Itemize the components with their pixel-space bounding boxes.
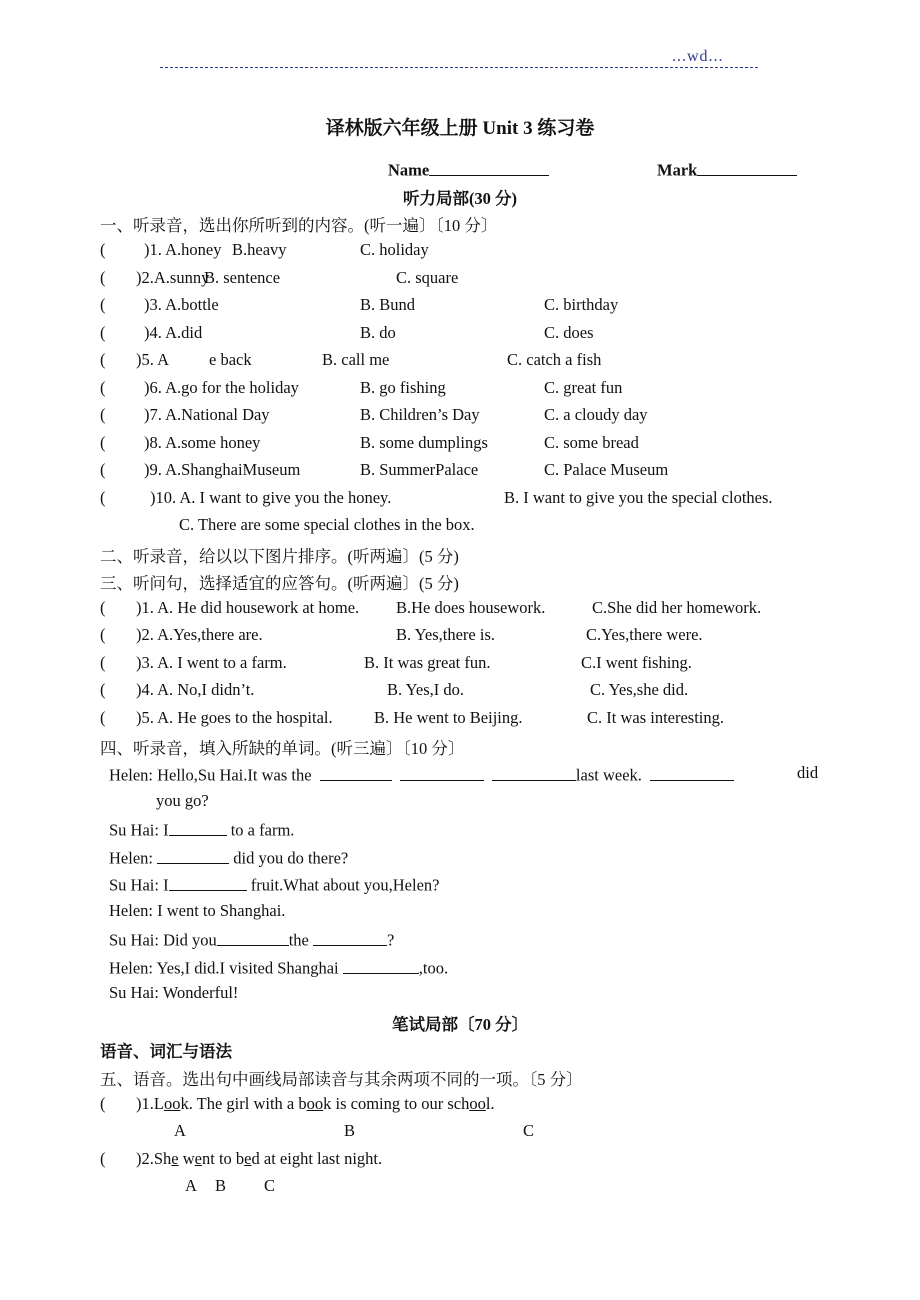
option-a: )3. A. I went to a farm. [136,653,287,672]
mark-blank[interactable] [697,158,797,176]
choice-a: A [174,1121,186,1140]
option-b: B.heavy [232,240,287,259]
dialogue-line-2 [109,818,294,841]
option-a: )3. A.bottle [144,295,219,314]
option-b: B.He does housework. [396,598,546,617]
answer-blank[interactable] [313,928,387,946]
option-a-rest: e back [209,350,252,369]
option-a: )8. A.some honey [144,433,261,452]
answer-blank[interactable] [157,846,229,864]
dialogue-text: to a farm. [230,820,295,840]
option-b: B. He went to Beijing. [374,708,523,727]
option-b: B. Children’s Day [360,405,480,424]
section2-title: 二、听录音，给以以下图片排序。(听两遍〕(5 分) [100,547,459,566]
option-c: C. Yes,she did. [590,680,689,699]
dialogue-line-5: Helen: I went to Shanghai. [109,901,286,920]
dialogue-line-6 [109,928,394,951]
answer-paren[interactable]: ( [100,240,106,259]
option-a: )1. A. He did housework at home. [136,598,360,617]
answer-blank[interactable] [400,763,484,781]
dialogue-text: Su Hai: I [109,820,169,840]
dialogue-line-8: Su Hai: Wonderful! [109,983,239,1002]
dialogue-line-3 [109,846,348,869]
option-b: B. Yes,there is. [396,625,496,644]
dialogue-text: Helen: [109,848,153,868]
q2-sentence: )2.She went to bed at eight last night. [136,1149,383,1168]
dialogue-text: Su Hai: Did you [109,930,217,950]
option-a: )5. A. He goes to the hospital. [136,708,333,727]
option-b: B. call me [322,350,390,369]
dialogue-line-7 [109,956,448,979]
option-c: C. birthday [544,295,619,314]
option-c: C. Palace Museum [544,460,669,479]
option-b: B. SummerPalace [360,460,479,479]
choice-b: B [344,1121,356,1140]
option-a: )10. A. I want to give you the honey. [150,488,392,507]
choice-c: C [523,1121,535,1140]
answer-paren[interactable]: ( [100,1094,106,1113]
answer-paren[interactable]: ( [100,653,106,672]
section5-group-title: 语音、词汇与语法 [100,1042,232,1061]
option-a: )2. A.Yes,there are. [136,625,263,644]
answer-blank[interactable] [169,818,227,836]
answer-blank[interactable] [217,928,289,946]
answer-paren[interactable]: ( [100,323,106,342]
option-b: B. Yes,I do. [387,680,465,699]
option-b: B. Bund [360,295,416,314]
header-mark: ...wd... [672,48,724,65]
choice-a: A [185,1176,197,1195]
choice-b: B [215,1176,227,1195]
dialogue-text: Helen: Yes,I did.I visited Shanghai [109,958,339,978]
option-b: B. sentence [204,268,281,287]
option-c: C. a cloudy day [544,405,648,424]
dialogue-text: Su Hai: I [109,875,169,895]
section5-title: 五、语音。选出句中画线局部读音与其余两项不同的一项。〔5 分〕 [100,1070,583,1089]
answer-paren[interactable]: ( [100,625,106,644]
option-a: )7. A.National Day [144,405,270,424]
answer-blank[interactable] [320,763,392,781]
q1-sentence: )1.Look. The girl with a book is coming to our school. [136,1094,495,1113]
option-c: C. It was interesting. [587,708,725,727]
dialogue-text: did you do there? [233,848,349,868]
option-a: )9. A.ShanghaiMuseum [144,460,301,479]
answer-paren[interactable]: ( [100,350,106,369]
option-a: )6. A.go for the holiday [144,378,299,397]
option-c: C. square [396,268,459,287]
mark-label: Mark [657,160,698,180]
dialogue-text: last week. [575,765,642,785]
answer-paren[interactable]: ( [100,488,106,507]
section1-title: 一、听录音，选出你所听到的内容。(听一遍〕〔10 分〕 [100,216,498,235]
answer-paren[interactable]: ( [100,1149,106,1168]
answer-paren[interactable]: ( [100,460,106,479]
option-c: C. catch a fish [507,350,602,369]
option-b: B. I want to give you the special clothes. [504,488,773,507]
option-c: C.I went fishing. [581,653,692,672]
option-c: C. does [544,323,594,342]
answer-paren[interactable]: ( [100,405,106,424]
dialogue-text: you go? [156,791,209,810]
option-c: C. some bread [544,433,639,452]
name-label: Name [388,160,430,180]
answer-blank[interactable] [169,873,247,891]
page-title: 译林版六年级上册 Unit 3 练习卷 [325,118,595,139]
option-b: B. go fishing [360,378,446,397]
answer-paren[interactable]: ( [100,680,106,699]
mark-field [657,158,797,181]
answer-blank[interactable] [343,956,419,974]
name-blank[interactable] [429,158,549,176]
option-b: B. some dumplings [360,433,488,452]
option-b: B. do [360,323,396,342]
option-c: C.Yes,there were. [586,625,703,644]
answer-blank[interactable] [650,763,734,781]
choice-c: C [264,1176,276,1195]
section3-title: 三、听问句，选择适宜的应答句。(听两遍〕(5 分) [100,574,459,593]
option-a: )2.A.sunny [136,268,210,287]
dialogue-line-4 [109,873,440,896]
dialogue-line-1 [109,763,734,786]
option-c: C. great fun [544,378,623,397]
option-c: C.She did her homework. [592,598,762,617]
answer-blank[interactable] [492,763,576,781]
answer-paren[interactable]: ( [100,268,106,287]
answer-paren[interactable]: ( [100,378,106,397]
dialogue-text: ? [387,930,395,950]
dialogue-text: the [288,930,309,950]
written-header: 笔试局部〔70 分〕 [391,1015,529,1034]
option-a: )5. A [136,350,169,369]
option-a: )1. A.honey [144,240,222,259]
section4-title: 四、听录音，填入所缺的单词。(听三遍〕〔10 分〕 [100,739,465,758]
option-b: B. It was great fun. [364,653,491,672]
option-a: )4. A. No,I didn’t. [136,680,255,699]
option-c: C. holiday [360,240,429,259]
listening-header: 听力局部(30 分) [402,189,518,208]
dialogue-text: fruit.What about you,Helen? [250,875,440,895]
answer-paren[interactable]: ( [100,708,106,727]
option-c: C. There are some special clothes in the box. [179,515,475,534]
answer-paren[interactable]: ( [100,598,106,617]
dialogue-text: did [797,763,819,782]
answer-paren[interactable]: ( [100,295,106,314]
name-field [388,158,549,181]
dialogue-text: Helen: Hello,Su Hai.It was the [109,765,312,785]
answer-paren[interactable]: ( [100,433,106,452]
dialogue-text: ,too. [418,958,449,978]
option-a: )4. A.did [144,323,203,342]
header-dashed-rule [160,67,758,68]
